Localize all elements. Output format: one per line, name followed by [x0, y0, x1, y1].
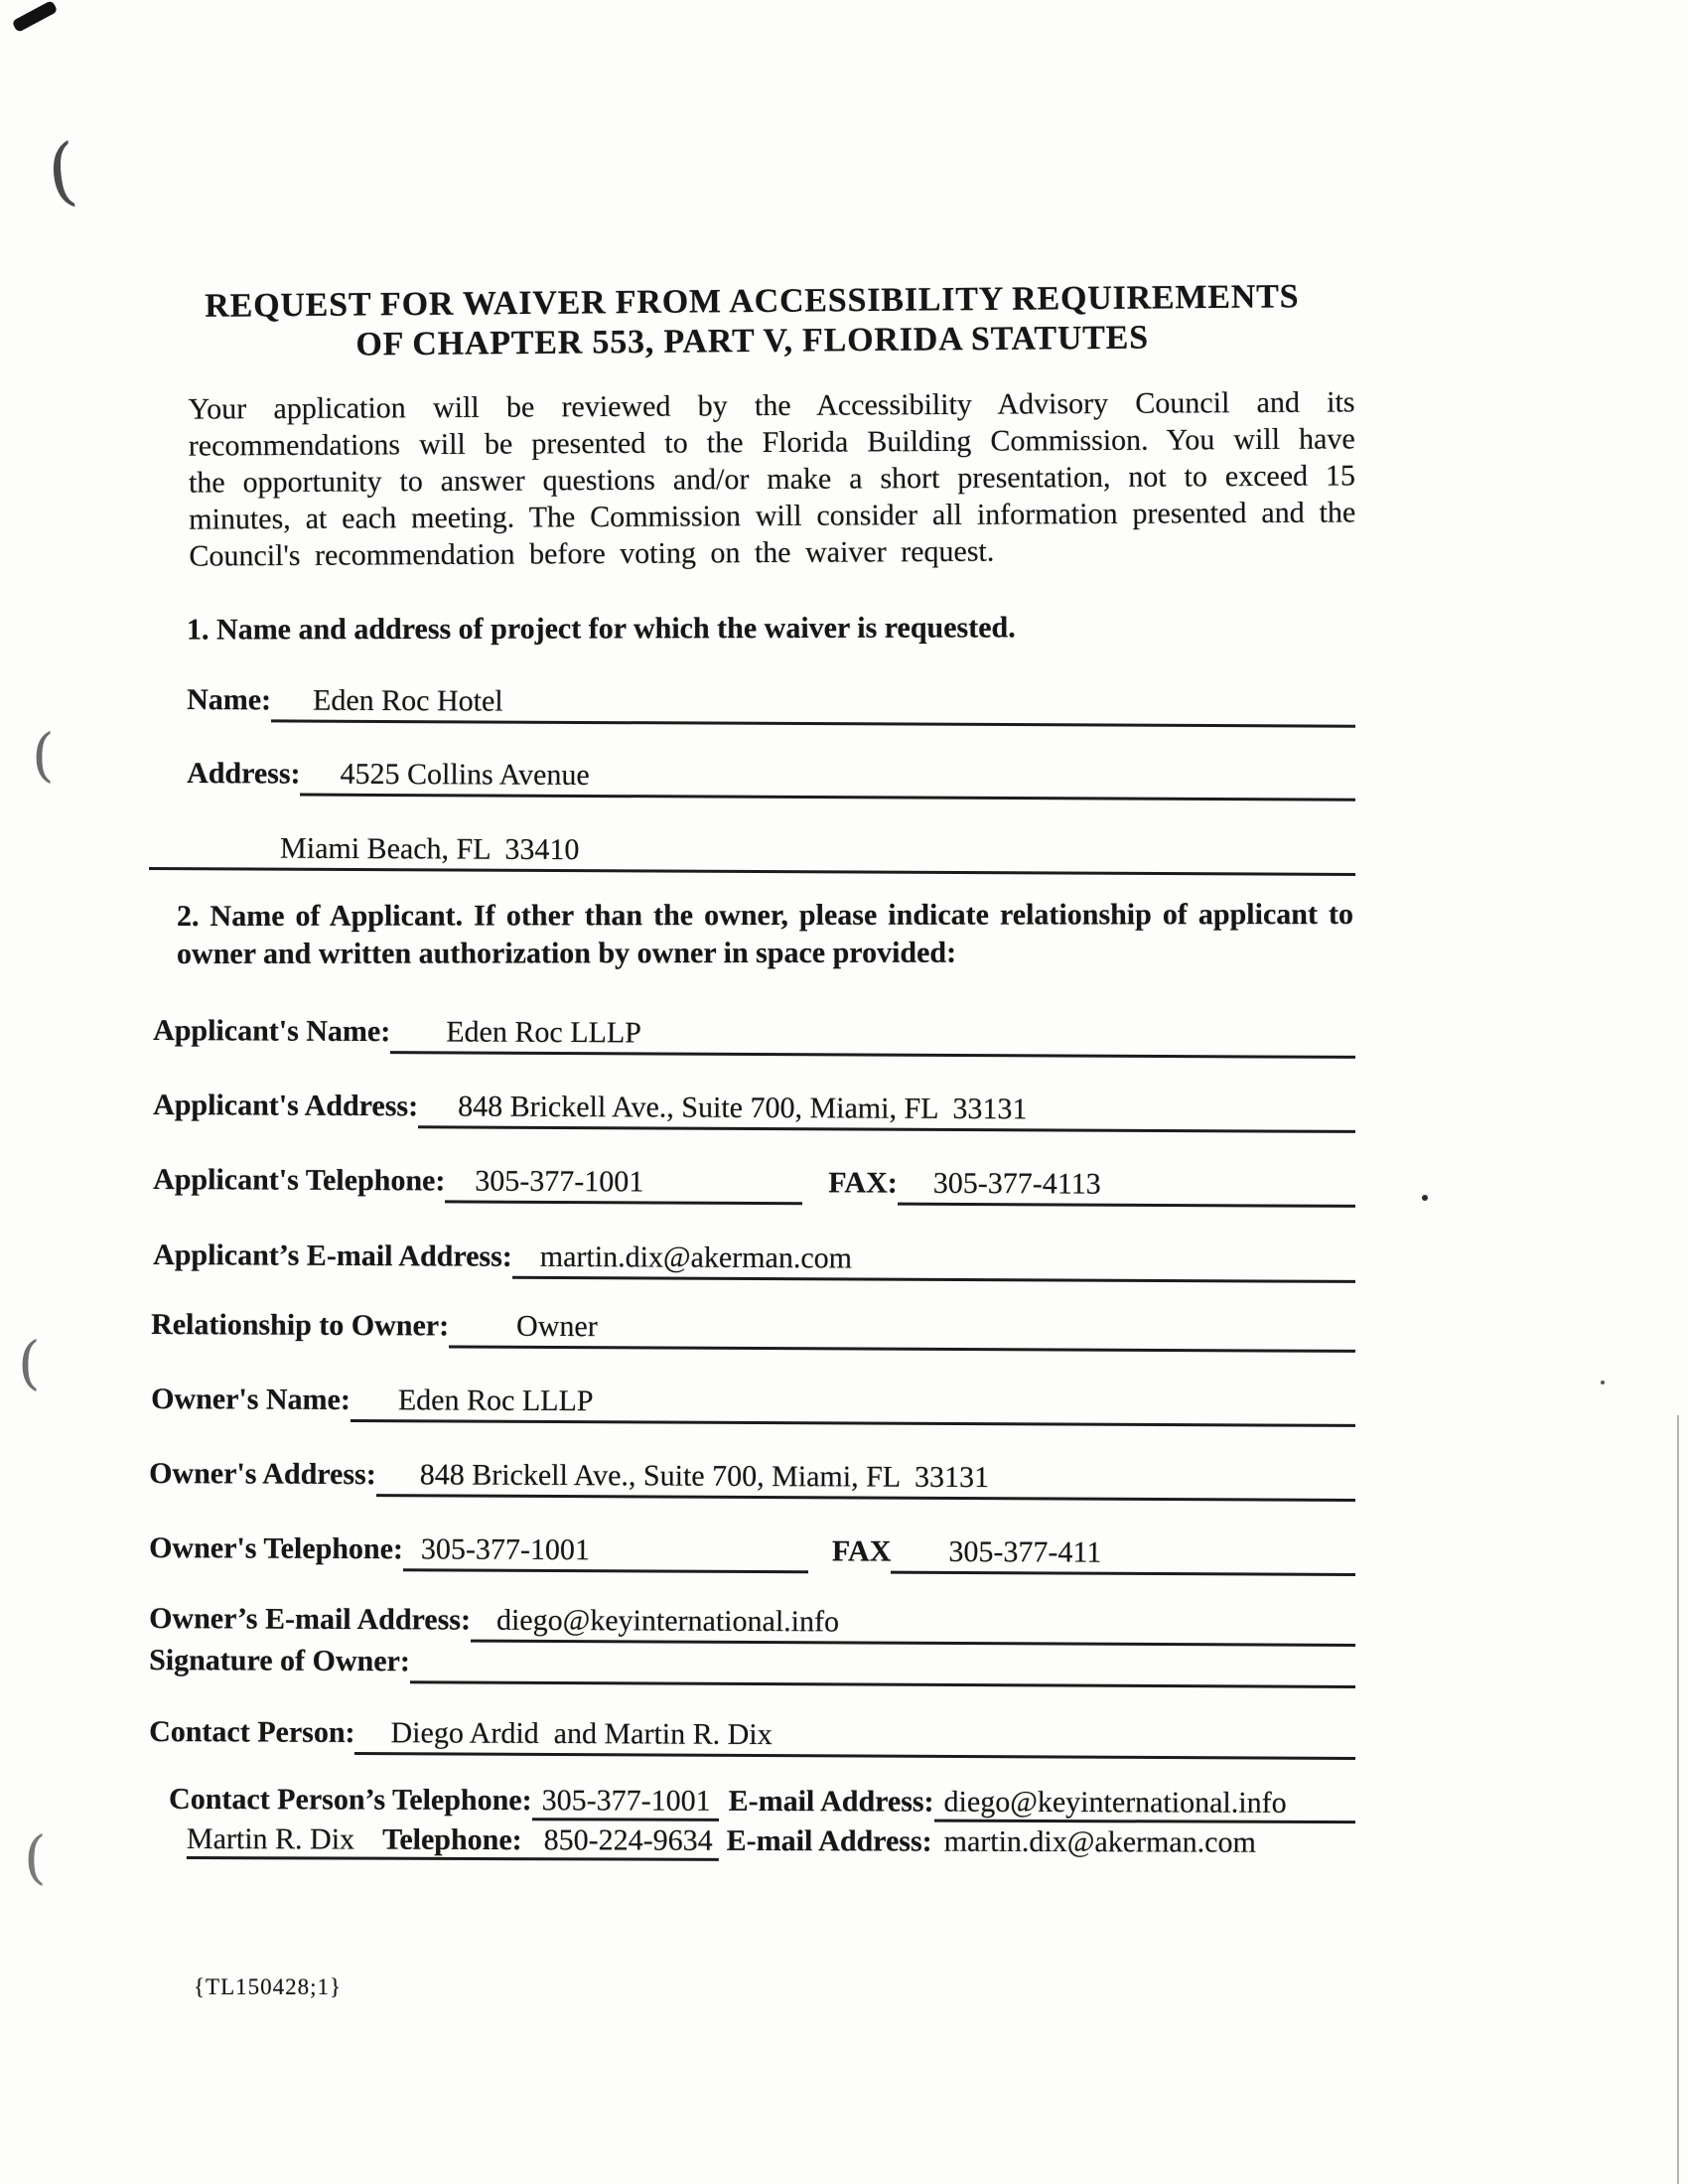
scan-mark-paren-4: (	[24, 1823, 47, 1891]
contact-email-label: E-mail Address:	[728, 1784, 934, 1819]
applicant-email-label: Applicant’s E-mail Address:	[153, 1238, 512, 1273]
project-address-value: 4525 Collins Avenue	[300, 753, 1355, 801]
section2-heading: 2. Name of Applicant. If other than the owner, please indicate relationship of applicant to owner and written authorization by owner in space provided:	[176, 897, 1353, 971]
applicant-name-value: Eden Roc LLLP	[390, 1010, 1355, 1059]
owner-name-label: Owner's Name:	[151, 1383, 351, 1416]
owner-name-value: Eden Roc LLLP	[351, 1379, 1355, 1427]
document-title-line1: REQUEST FOR WAIVER FROM ACCESSIBILITY REQUIREMENTS	[205, 278, 1300, 325]
contact-details-block	[169, 1780, 1355, 1863]
applicant-telephone-value: 305-377-1001	[445, 1159, 802, 1205]
document-number: {TL150428;1}	[194, 1974, 343, 1999]
project-address-label: Address:	[187, 757, 301, 791]
owner-signature-label: Signature of Owner:	[149, 1644, 410, 1678]
field-row-project-name	[187, 678, 1355, 728]
scan-mark-paren-3: (	[18, 1329, 41, 1396]
contact-person-value: Diego Ardid and Martin R. Dix	[354, 1711, 1355, 1760]
applicant-fax-label: FAX:	[828, 1166, 898, 1200]
contact2-underlined-segment	[187, 1820, 719, 1861]
contact-email-value: diego@keyinternational.info	[934, 1783, 1356, 1823]
contact2-email-value: martin.dix@akerman.com	[943, 1824, 1256, 1859]
project-address-value-line2: Miami Beach, FL 33410	[149, 826, 1355, 876]
field-row-owner-telephone	[149, 1527, 1355, 1576]
applicant-telephone-label: Applicant's Telephone:	[153, 1163, 446, 1198]
contact-telephone-label: Contact Person’s Telephone:	[169, 1782, 532, 1818]
contact-telephone-value: 305-377-1001	[532, 1781, 719, 1821]
intro-paragraph: Your application will be reviewed by the Accessibility Advisory Council and its recommendations will be presented to the Florida Building Commission. You will have the opportunity to answer questions and/or make a short presentation, not to exceed 15 minutes, at each meeting. The Commission will consider all information presented and the Council's recommendation before voting on the waiver request.	[188, 385, 1356, 573]
project-name-label: Name:	[187, 683, 272, 717]
contact2-name: Martin R. Dix	[186, 1821, 355, 1856]
project-name-value: Eden Roc Hotel	[271, 678, 1355, 727]
field-row-contact-person	[149, 1710, 1355, 1760]
owner-email-value: diego@keyinternational.info	[471, 1599, 1355, 1647]
applicant-fax-value: 305-377-4113	[898, 1162, 1356, 1208]
scan-mark-paren-1: (	[43, 127, 81, 217]
field-row-project-address-line2	[149, 826, 1355, 876]
contact2-telephone-label: Telephone:	[382, 1822, 522, 1857]
scan-dot	[1422, 1195, 1428, 1201]
field-row-applicant-telephone	[153, 1158, 1355, 1208]
applicant-email-value: martin.dix@akerman.com	[512, 1236, 1355, 1283]
field-row-project-address	[187, 752, 1355, 801]
owner-telephone-label: Owner's Telephone:	[149, 1531, 404, 1566]
applicant-address-label: Applicant's Address:	[153, 1089, 419, 1123]
field-row-owner-signature	[149, 1639, 1355, 1688]
applicant-address-value: 848 Brickell Ave., Suite 700, Miami, FL 33131	[418, 1085, 1355, 1133]
contact-person-label: Contact Person:	[149, 1715, 355, 1750]
section1-heading: 1. Name and address of project for which the waiver is requested.	[186, 611, 1016, 647]
contact2-telephone-value: 850-224-9634	[543, 1823, 713, 1857]
scan-smudge-top-left	[12, 0, 59, 33]
owner-address-value: 848 Brickell Ave., Suite 700, Miami, FL 33131	[376, 1453, 1356, 1502]
contact2-email-label: E-mail Address:	[726, 1823, 932, 1858]
scan-dot-2	[1601, 1381, 1605, 1384]
field-row-applicant-name	[153, 1009, 1355, 1059]
scan-edge-line	[1677, 1415, 1679, 2184]
owner-fax-label: FAX	[831, 1534, 892, 1568]
field-row-owner-address	[149, 1452, 1355, 1502]
owner-telephone-value: 305-377-1001	[403, 1528, 808, 1573]
document-title	[149, 277, 1356, 367]
applicant-name-label: Applicant's Name:	[153, 1014, 391, 1049]
owner-email-label: Owner’s E-mail Address:	[149, 1602, 472, 1637]
field-row-applicant-address	[153, 1084, 1355, 1133]
relationship-label: Relationship to Owner:	[151, 1308, 450, 1343]
field-row-owner-name	[151, 1378, 1355, 1427]
field-row-relationship	[151, 1303, 1355, 1353]
contact-telephone-line	[169, 1780, 1355, 1823]
owner-fax-value: 305-377-411	[891, 1530, 1355, 1576]
field-row-applicant-email	[153, 1234, 1355, 1283]
document-title-line2: OF CHAPTER 553, PART V, FLORIDA STATUTES	[355, 319, 1150, 364]
owner-address-label: Owner's Address:	[149, 1457, 376, 1492]
scan-mark-paren-2: (	[32, 721, 55, 789]
owner-signature-value	[410, 1640, 1355, 1688]
contact2-telephone-line	[187, 1820, 1355, 1863]
relationship-value: Owner	[449, 1304, 1355, 1352]
